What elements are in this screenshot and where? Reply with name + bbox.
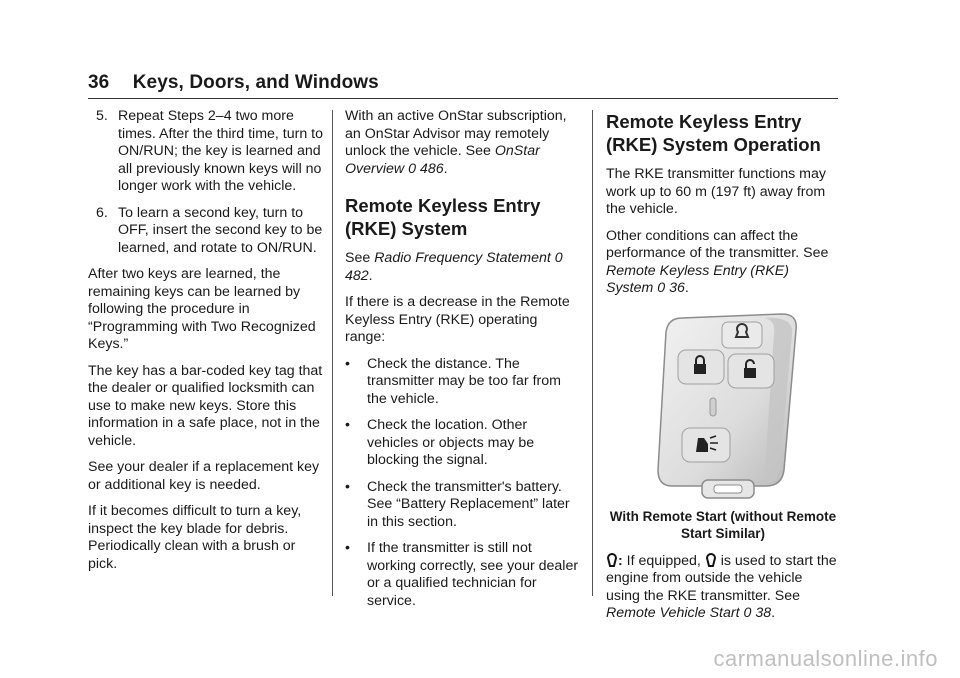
page-ref: 0 38	[743, 605, 772, 621]
paragraph-remote-start: : If equipped, is used to start the engine from outside the vehicle using the RKE transmitter. See Remote Vehicle Start 0 38.	[606, 552, 837, 621]
step-6: 6. To learn a second key, turn to OFF, insert the second key to be learned, and rotate to ON/RUN.	[96, 204, 323, 256]
section-heading-rke-system: Remote Keyless Entry (RKE) System	[345, 195, 541, 239]
column-2	[345, 108, 579, 619]
list-item: • Check the distance. The transmitter may be too far from the vehicle.	[345, 355, 561, 407]
page-ref: 0 36	[657, 280, 685, 296]
onstar-overview-link[interactable]: OnStar Overview	[345, 143, 540, 177]
key-fob-illustration	[652, 310, 802, 502]
section-heading-rke-operation: Remote Keyless Entry (RKE) System Operation	[606, 111, 821, 155]
rke-system-link[interactable]: Remote Keyless Entry (RKE) System	[606, 262, 789, 296]
figure-caption: With Remote Start (without Remote Start Similar)	[609, 508, 837, 541]
list-item: • If the transmitter is still not working correctly, see your dealer or a qualified technician for service.	[345, 540, 579, 609]
page-number: 36	[88, 72, 110, 93]
radio-frequency-link[interactable]: Radio Frequency Statement	[374, 250, 551, 266]
paragraph-range-distance: The RKE transmitter functions may work up to 60 m (197 ft) away from the vehicle.	[606, 166, 826, 217]
column-1	[88, 108, 324, 582]
paragraph-conditions: Other conditions can affect the performance of the transmitter. See Remote Keyless Entry (RKE) System 0 36.	[606, 227, 829, 296]
paragraph-key-tag: The key has a bar-coded key tag that the dealer or qualified locksmith can use to make new keys. Store this information in a safe place, not in the vehicle.	[88, 362, 323, 449]
step-5: 5. Repeat Steps 2–4 two more times. After the third time, turn to ON/RUN; the key is learned and all previously known keys will no longer work with the vehicle.	[96, 108, 324, 194]
page-header	[88, 72, 379, 94]
paragraph-radio-frequency: See Radio Frequency Statement 0 482.	[345, 250, 563, 284]
page-title: Keys, Doors, and Windows	[132, 72, 379, 93]
remote-vehicle-start-link[interactable]: Remote Vehicle Start	[606, 605, 740, 621]
paragraph-onstar: With an active OnStar subscription, an OnStar Advisor may remotely unlock the vehicle. See OnStar Overview 0 486.	[345, 108, 567, 177]
paragraph-range: If there is a decrease in the Remote Keyless Entry (RKE) operating range:	[345, 294, 570, 345]
page-ref: 0 482	[345, 250, 563, 284]
paragraph-debris: If it becomes difficult to turn a key, inspect the key blade for debris. Periodically clean with a brush or pick.	[88, 503, 302, 572]
paragraph-replacement: See your dealer if a replacement key or additional key is needed.	[88, 459, 320, 493]
page-ref: 0 486	[408, 160, 444, 177]
remote-start-icon	[606, 552, 618, 567]
list-item: • Check the transmitter's battery. See “Battery Replacement” later in this section.	[345, 478, 570, 530]
remote-start-icon	[705, 552, 717, 567]
column-divider-2	[592, 110, 593, 596]
column-divider-1	[332, 110, 333, 596]
paragraph-two-keys: After two keys are learned, the remaining keys can be learned by following the procedure in “Programming with Two Recognized Keys.”	[88, 266, 316, 352]
header-rule	[88, 98, 838, 99]
list-item: • Check the location. Other vehicles or objects may be blocking the signal.	[345, 417, 535, 468]
watermark: carmanualsonline.info	[713, 646, 938, 671]
column-3	[606, 108, 840, 632]
